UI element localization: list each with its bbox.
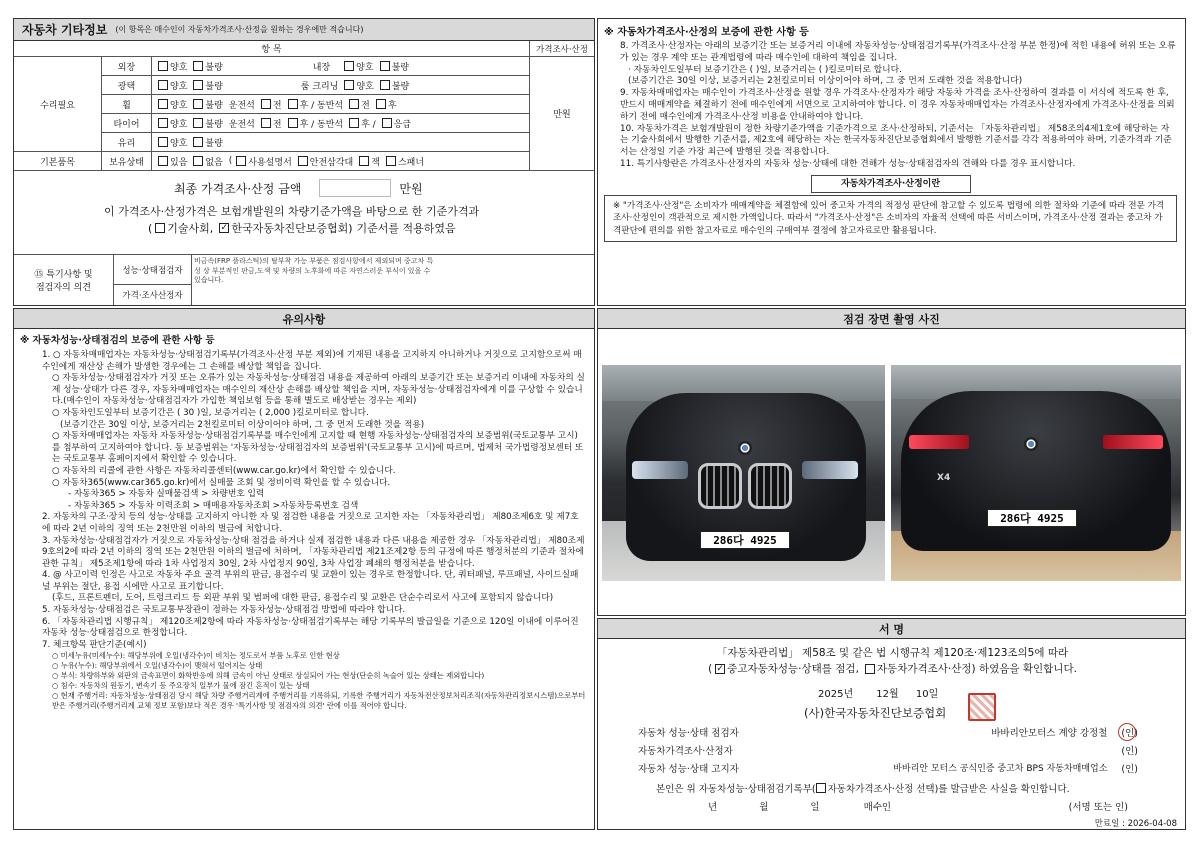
basic-items-label-cell	[14, 152, 102, 171]
notice-item-1e: ○ 자동차매매업자는 자동차 자동차성능·상태점검기록부를 매수인에게 고지할 때 현행 자동차성능·상태점검자의 보증범위(국토교통부 고시)를 첨부하여 고지하여야 합니다. 동 보증범위는 '자동차성능·상태점검자의 보증범위'(국토교통부 고시)에 따르며, 법제처 국가법령정보센터 또는 국토교통부 홈페이지에서 확인할 수 있습니다.	[52, 431, 584, 465]
opt-label: 불량	[205, 62, 223, 73]
taillight-left	[909, 435, 969, 449]
notice-item-2: 2. 자동차의 구조·장치 등의 성능·상태를 고지하지 아니한 자 및 점검한 내용을 거짓으로 고지한 자는 「자동차관리법」 제80조제6호 및 제7호에 따라 2년 이하의 징역 또는 2천만원 이하의 벌금에 처합니다.	[42, 512, 579, 534]
tire-pass-rear-checkbox[interactable]	[349, 118, 359, 128]
front-license-plate	[700, 531, 790, 549]
tire-emergency-checkbox[interactable]	[382, 118, 392, 128]
room-bad-checkbox[interactable]	[380, 80, 390, 90]
opt-label: 양호	[356, 81, 374, 92]
wheel-good-checkbox[interactable]	[158, 99, 168, 109]
notice-header	[14, 309, 594, 329]
price-def-box	[604, 195, 1177, 242]
tire-good-checkbox[interactable]	[158, 118, 168, 128]
opt-label: 불량	[205, 81, 223, 92]
opt-label: 양호	[170, 62, 188, 73]
expire-date: 만료일 : 2026-04-08	[1094, 819, 1177, 829]
opt-label: 불량	[205, 119, 223, 130]
basic-yes-checkbox[interactable]	[158, 156, 168, 166]
opt-label: 사용설명서	[248, 157, 292, 168]
gloss-label: 광택	[117, 81, 136, 92]
row-tire-label	[102, 114, 152, 133]
price-def-title-text: 자동차가격조사·산정이란	[840, 178, 941, 189]
signature-date	[818, 685, 938, 700]
basis-line1: 이 가격조사·산정가격은 보험개발원의 차량기준가액을 바탕으로 한 기준가격과	[104, 205, 480, 218]
opt-label: 잭	[371, 157, 380, 168]
row-gloss-options	[152, 76, 530, 95]
kidney-grille-right	[748, 463, 792, 509]
signature-section	[597, 618, 1186, 830]
jack-checkbox[interactable]	[359, 156, 369, 166]
inspector-stamp-icon	[1118, 723, 1136, 741]
basic-status-label: 보유상태	[109, 157, 144, 168]
opt-label: 스패너	[397, 157, 425, 168]
row-basic-options: 있음 없음 ( 사용설명서 안전삼각대 잭 스패너	[152, 152, 530, 171]
price-def-text: ※ "가격조사·산정"은 소비자가 매매계약을 체결함에 있어 중고차 가격의 적정성 판단에 참고할 수 있도록 법령에 의한 절차와 기준에 따라 전문 가격조사·산정인이 객관적으로 제시한 가액입니다. 따라서 "가격조사·산정"은 소비자의 자율적 선택에 따른 서비스이며, 가격조사·산정 결과는 중고차 가격판단에 편의를 위한 참고자료로 매수인의 구매여부 결정에 참고자료로만 활용됩니다.	[613, 200, 1165, 236]
exterior-good-checkbox[interactable]	[158, 61, 168, 71]
opt-label: 불량	[205, 138, 223, 149]
opt-label: 한국자동차진단보증협회)	[231, 222, 353, 235]
final-amount-label: 최종 가격조사·산정 금액	[174, 181, 302, 196]
buyer-year: 년	[708, 802, 718, 813]
notice-body	[14, 329, 594, 711]
room-good-checkbox[interactable]	[344, 80, 354, 90]
perf-check-checkbox[interactable]	[715, 664, 725, 674]
sig-row-inspector	[638, 725, 1138, 743]
glass-good-checkbox[interactable]	[158, 137, 168, 147]
gloss-bad-checkbox[interactable]	[193, 80, 203, 90]
buyer-month: 월	[759, 802, 769, 813]
opt-label: 양호	[170, 81, 188, 92]
price-warranty-item-11: 11. 특기사항란은 가격조사·산정자의 자동차 성능·상태에 대한 견해가 성능·상태점검자의 견해와 다를 경우 표시합니다.	[620, 158, 1076, 169]
photos-title: 점검 장면 촬영 사진	[843, 312, 940, 326]
glass-bad-checkbox[interactable]	[193, 137, 203, 147]
notice-subtitle: ※ 자동차성능·상태점검의 보증에 관한 사항 등	[20, 335, 215, 346]
final-amount-area	[14, 171, 594, 255]
tire-rear-pass-checkbox[interactable]	[288, 118, 298, 128]
special-notes-label-cell	[14, 255, 114, 305]
headlight-left	[632, 461, 688, 479]
photos-header	[598, 309, 1185, 329]
opt-label: 양호	[356, 62, 374, 73]
interior-label: 내장	[312, 62, 331, 73]
perf-inspector-label: 성능·상태점검자	[122, 265, 183, 276]
notice-item-recall: ○ 자동차의 리콜에 관한 사항은 자동차리콜센터(www.car.go.kr)에서 확인할 수 있습니다.	[52, 465, 396, 476]
buyer-sign: (서명 또는 인)	[1068, 802, 1128, 813]
notice-item-car365-b: - 자동차365 > 자동차 이력조회 > 매매용자동차조회 >자동차등록번호 검색	[68, 500, 359, 511]
notice-item-1c: ○ 자동차인도일부터 보증기간은 ( 30 )일, 보증거리는 ( 2,000 )킬로미터로 합니다.	[52, 407, 369, 418]
kidney-grille-left	[698, 463, 742, 509]
opt-label: 있음	[170, 157, 188, 168]
notice-item-1d: (보증기간은 30일 이상, 보증거리는 2천킬로미터 이상이어야 하며, 그 중 먼저 도래한 것을 적용)	[60, 419, 425, 430]
notice-item-4b: (후드, 프론트펜더, 도어, 트렁크리드 등 외판 부위 및 범퍼에 대한 판금, 용접수리 및 교환은 단순수리로서 사고에 포함되지 않습니다)	[52, 593, 554, 604]
price-warranty-section	[597, 18, 1186, 306]
spanner-checkbox[interactable]	[386, 156, 396, 166]
wheel-pass-rear-checkbox[interactable]	[376, 99, 386, 109]
opt-label: 양호	[170, 100, 188, 111]
notice-item-car365: ○ 자동차365(www.car365.go.kr)에서 실매물 조회 및 정비이력 확인을 할 수 있습니다.	[52, 477, 391, 488]
kaia-checkbox[interactable]	[219, 223, 229, 233]
opt-label: 전	[272, 119, 282, 130]
opt-label: 없음	[205, 157, 223, 168]
notice-item-4: 4. @ 사고이력 인정은 사고로 자동차 주요 골격 부위의 판금, 용접수리 및 교환이 있는 경우로 한정합니다. 단, 쿼터패널, 루프패널, 사이드실패널 부위는 절단, 용접 시에만 사고로 표기합니다.	[42, 570, 579, 592]
opt-label: 불량	[391, 81, 410, 92]
criteria-5: ○ 현재 주행거리: 자동차성능·상태점검 당시 해당 차량 주행거리계에 주행거리를 기록하되, 기록한 주행거리가 자동차전산정보처리조직(자동차관리정보시스템)으로부터 받은 주행거리(주행거리계 교체 정보 포함)보다 적은 경우 '특기사항 및 점검자의 의견' 란에 이를 적어야 합니다.	[52, 691, 586, 711]
row-wheel-options	[152, 95, 530, 114]
row-gloss-label	[102, 76, 152, 95]
notice-item-1b: ○ 자동차성능·상태점검자가 거짓 또는 오류가 있는 자동차성능·상태점검 내용을 제공하여 아래의 보증기간 또는 보증거리 이내에 자동차의 실제 성능·상태가 다른 경우, 자동차매매업자는 매수인의 재산상 손해를 배상할 책임을 지며, 자동차성능·상태점검자에게 이를 구상할 수 있습니다.(매수인이 자동차성능·상태점검자가 가입한 책임보험 등을 통해 별도로 배상받는 경우는 제외)	[52, 373, 585, 407]
buyer-label: 매수인	[863, 802, 892, 813]
opt-label: 후	[387, 100, 397, 111]
price-warranty-item-10: 10. 자동차가격은 보험개발원이 정한 차량기준가액을 기준가격으로 조사·산정하되, 기준서는 「자동차관리법」 제58조의4제1호에 해당하는 자는 기술사회에서 발행한 기준서를, 제2호에 해당하는 자는 한국자동차진단보증협회에서 발행한 기준서를 각각 적용하여야 하며, 기준가격과 기준서는 산정일 기준 가장 최근에 발행된 것을 적용합니다.	[620, 123, 1172, 158]
col-price-header	[530, 41, 594, 57]
signature-rows	[638, 725, 1138, 779]
basis-tail: 기준서를 적용하였음	[356, 222, 456, 235]
sig-value: 바바리안 모터스 공식인증 중고차 BPS 자동차매매업소	[893, 764, 1108, 774]
opt-label: 중고자동차성능·상태를 점검,	[727, 663, 859, 675]
criteria-2: ○ 누유(누수): 해당부위에서 오일(냉각수)이 맺혀서 떨어지는 상태	[52, 661, 263, 671]
exterior-bad-checkbox[interactable]	[193, 61, 203, 71]
opt-label: 양호	[170, 138, 188, 149]
room-cleaning-label: 룸 크리닝	[300, 81, 339, 92]
row-tire-options	[152, 114, 530, 133]
signature-check-line: ( ✓ 중고자동차성능·상태를 점검, 자동차가격조사·산정) 하였음을 확인합니다.	[598, 661, 1187, 676]
final-amount-unit: 만원	[399, 181, 423, 196]
opt-label: 불량	[391, 62, 409, 73]
driver-seat-label: 운전석	[228, 100, 255, 111]
rear-car-photo	[891, 365, 1181, 581]
price-inspector-cell	[114, 285, 192, 305]
wheel-rear-pass-checkbox[interactable]	[288, 99, 298, 109]
price-column-cell	[530, 57, 594, 171]
basic-no-checkbox[interactable]	[193, 156, 203, 166]
basic-status-cell	[102, 152, 152, 171]
criteria-1: ○ 미세누유(미세누수): 해당부위에 오일(냉각수)이 비치는 정도로서 부품 노후로 인한 현상	[52, 651, 340, 661]
wheel-front-checkbox[interactable]	[261, 99, 271, 109]
interior-good-checkbox[interactable]	[344, 61, 354, 71]
perf-inspector-cell	[114, 255, 192, 285]
wheel-pass-front-checkbox[interactable]	[349, 99, 359, 109]
repair-label-cell	[14, 57, 102, 152]
other-info-title: 자동차 기타정보	[22, 23, 108, 37]
notice-title: 유의사항	[282, 312, 326, 326]
opt-label: 전	[272, 100, 282, 111]
exterior-label: 외장	[117, 62, 136, 73]
sig-value	[733, 743, 1108, 761]
final-amount-input[interactable]	[319, 179, 391, 197]
sig-label: 자동차가격조사·산정자	[638, 746, 733, 757]
buyer-day: 일	[810, 802, 820, 813]
interior-bad-checkbox[interactable]	[380, 61, 390, 71]
date-year: 2025년	[818, 689, 854, 700]
opt-label: 후 / 동반석	[299, 100, 344, 111]
wheel-label: 휠	[122, 100, 131, 111]
price-check-checkbox[interactable]	[865, 664, 875, 674]
opt-label: 전	[361, 100, 370, 111]
rear-license-plate	[987, 509, 1077, 527]
receipt-opt: 자동차가격조사·산정 선택)를 발급받은 사실을 확인합니다.	[827, 784, 1070, 795]
sig-row-notifier	[638, 761, 1138, 779]
opt-label: 후 /	[361, 119, 376, 130]
rear-plate-text: 286다 4925	[1000, 512, 1064, 525]
perf-inspector-note: 비금속(FRP 플라스틱)의 탈부착 가능 부품은 점검사항에서 제외되며 중고차 특성 상 부분적인 판금,도색 및 차량의 노후화에 따른 자연스러운 부식이 있을 수 있습니다.	[194, 257, 434, 284]
row-glass-label	[102, 133, 152, 152]
bmw-logo-icon	[738, 441, 752, 455]
tire-bad-checkbox[interactable]	[193, 118, 203, 128]
opt-label: 불량	[205, 100, 223, 111]
sig-seal: (인)	[1121, 728, 1138, 739]
glass-label: 유리	[117, 138, 136, 149]
buyer-line	[708, 799, 1128, 813]
receipt-line	[656, 781, 1070, 795]
sig-label: 자동차 성능·상태 고지자	[638, 764, 739, 775]
signature-title: 서 명	[878, 622, 905, 636]
bmw-logo-icon	[1024, 437, 1038, 451]
driver-seat-label: 운전석	[228, 119, 255, 130]
price-warranty-item-period: · 자동차인도일부터 보증기간은 ( )일, 보증거리는 ( )킬로미터로 합니다.	[628, 64, 902, 75]
photos-section	[597, 308, 1186, 616]
date-day: 10일	[915, 689, 939, 700]
notice-section	[13, 308, 595, 830]
row-glass-options	[152, 133, 530, 152]
notice-item-7: 7. 체크항목 판단기준(예시)	[42, 639, 147, 650]
opt-label: 자동차가격조사·산정) 하였음을 확인합니다.	[876, 663, 1077, 675]
signature-law-line: 「자동차관리법」 제58조 및 같은 법 시행규칙 제120조·제123조의5에 따라	[716, 647, 1069, 659]
car-body-rear	[901, 391, 1171, 551]
gloss-good-checkbox[interactable]	[158, 80, 168, 90]
sig-value: 바바리안모터스 계양 강정철	[991, 728, 1108, 739]
price-warranty-title: ※ 자동차가격조사·산정의 보증에 관한 사항 등	[604, 27, 809, 38]
repair-label: 수리필요	[40, 100, 75, 111]
row-wheel-label	[102, 95, 152, 114]
notice-item-5: 5. 자동차성능·상태점검은 국토교통부장관이 정하는 자동차성능·상태점검 방법에 따라야 합니다.	[42, 605, 406, 616]
signature-header	[598, 619, 1185, 639]
receipt-pre: 본인은 위 자동차성능·상태점검기록부(	[656, 784, 816, 795]
association-name: (사)한국자동차진단보증협회	[804, 706, 947, 720]
notice-item-car365-a: - 자동차365 > 자동차 실매물검색 > 차량번호 입력	[68, 489, 265, 500]
sig-seal: (인)	[1121, 746, 1138, 757]
basis-line2: ( 기술사회, ✓ 한국자동차진단보증협회) 기준서를 적용하였음	[148, 220, 456, 236]
front-plate-text: 286다 4925	[713, 534, 777, 547]
col-item-header	[14, 41, 530, 57]
tire-label: 타이어	[113, 119, 140, 130]
front-car-photo	[602, 365, 885, 581]
col-price-label: 가격조사·산정	[536, 44, 588, 55]
price-inspector-label: 가격·조사산정자	[122, 291, 183, 301]
notice-item-1: 1. ○ 자동차매매업자는 자동차성능·상태점검기록부(가격조사·산정 부분 제외)에 기재된 내용을 고지하지 아니하거나 거짓으로 고지함으로써 매수인에게 재산상 손해가 발생한 경우에는 그 손해를 배상할 책임을 집니다.	[42, 350, 582, 372]
criteria-3: ○ 부식: 차량하부와 외판의 금속표면이 화학반응에 의해 금속이 아닌 상태로 상실되어 가는 현상(단순히 녹슬어 있는 상태는 제외합니다)	[52, 671, 485, 681]
col-item-label: 항 목	[261, 45, 282, 55]
tech-society-checkbox[interactable]	[155, 223, 165, 233]
model-badge: X4	[937, 473, 951, 483]
other-info-section	[13, 18, 595, 306]
criteria-4: ○ 침수: 자동차의 원동기, 변속기 등 주요장치 일부가 물에 잠긴 흔적이 있는 상태	[52, 681, 310, 691]
opt-label: 응급	[393, 119, 412, 130]
notice-item-6: 6. 「자동차관리법 시행규칙」 제120조제2항에 따라 자동차성능·상태점검기록부는 해당 기록부의 발급일을 기준으로 120일 이내에 이루어진 자동차 성능·상태점검으로 한정합니다.	[42, 616, 579, 639]
wheel-bad-checkbox[interactable]	[193, 99, 203, 109]
manual-checkbox[interactable]	[236, 156, 246, 166]
date-month: 12월	[876, 689, 899, 700]
sig-seal: (인)	[1121, 764, 1138, 775]
basic-items-label: 기본품목	[40, 157, 75, 168]
other-info-header	[14, 19, 594, 41]
sig-row-price	[638, 743, 1138, 761]
price-warranty-item-note: (보증기간은 30일 이상, 보증거리는 2천킬로미터 이상이어야 하며, 그 중 먼저 도래한 것을 적용합니다)	[628, 76, 1023, 87]
association-seal-icon	[968, 693, 996, 721]
opt-label: 안전삼각대	[309, 157, 354, 168]
opt-label: 양호	[170, 119, 188, 130]
row-exterior-label	[102, 57, 152, 76]
other-info-subtitle: (이 항목은 매수인이 자동차가격조사·산정을 원하는 경우에만 적습니다)	[115, 25, 364, 34]
final-amount-row	[174, 179, 423, 197]
taillight-right	[1103, 435, 1163, 449]
row-exterior-options	[152, 57, 530, 76]
price-warranty-item-9: 9. 자동차매매업자는 매수인이 가격조사·산정을 원할 경우 가격조사·산정자가 해당 자동차 가격을 조사·산정하여 결과를 이 서식에 적도록 한 후, 반드시 매매계약을 체결하기 전에 매수인에게 서면으로 고지하여야 합니다. 이 경우 자동차매매업자는 가격조사·산정자에게 가격조사·산정을 의뢰하기 전에 매수인에게 가격조사·산정 비용을 안내하여야 합니다.	[620, 88, 1175, 122]
headlight-right	[802, 461, 858, 479]
triangle-checkbox[interactable]	[298, 156, 308, 166]
opt-label: 후 / 동반석	[299, 119, 344, 130]
price-unit: 만원	[553, 110, 571, 120]
receipt-price-checkbox[interactable]	[816, 783, 826, 793]
sig-label: 자동차 성능·상태 점검자	[638, 728, 739, 739]
price-def-title	[811, 175, 971, 193]
notice-item-3: 3. 자동차성능·상태점검자가 거짓으로 자동차성능·상태 점검을 하거나 실제 점검한 내용과 다른 내용을 제공한 경우 「자동차관리법」 제80조제9호의2에 따라 2년 이하의 징역 또는 2천만원 이하의 벌금에 처하며, 「자동차관리법 제21조제2항 등의 규정에 따른 행정처분의 기준과 절차에 관한 규칙」 제5조제1항에 따라 1차 사업정지 30일, 2차 사업정지 90일, 3차 사업장 폐쇄의 행정처분을 받습니다.	[42, 535, 585, 569]
tire-front-checkbox[interactable]	[261, 118, 271, 128]
special-notes-label: ⑮ 특기사항 및 점검자의 의견	[34, 270, 93, 293]
price-warranty-item-8: 8. 가격조사·산정자는 아래의 보증기간 또는 보증거리 이내에 자동차성능·상태점검기록부(가격조사·산정 부분 한정)에 적힌 내용에 허위 또는 오류가 있는 경우 계약 또는 관계법령에 따라 매수인에 대하여 책임을 집니다.	[620, 41, 1176, 63]
opt-label: 기술사회,	[167, 222, 214, 235]
